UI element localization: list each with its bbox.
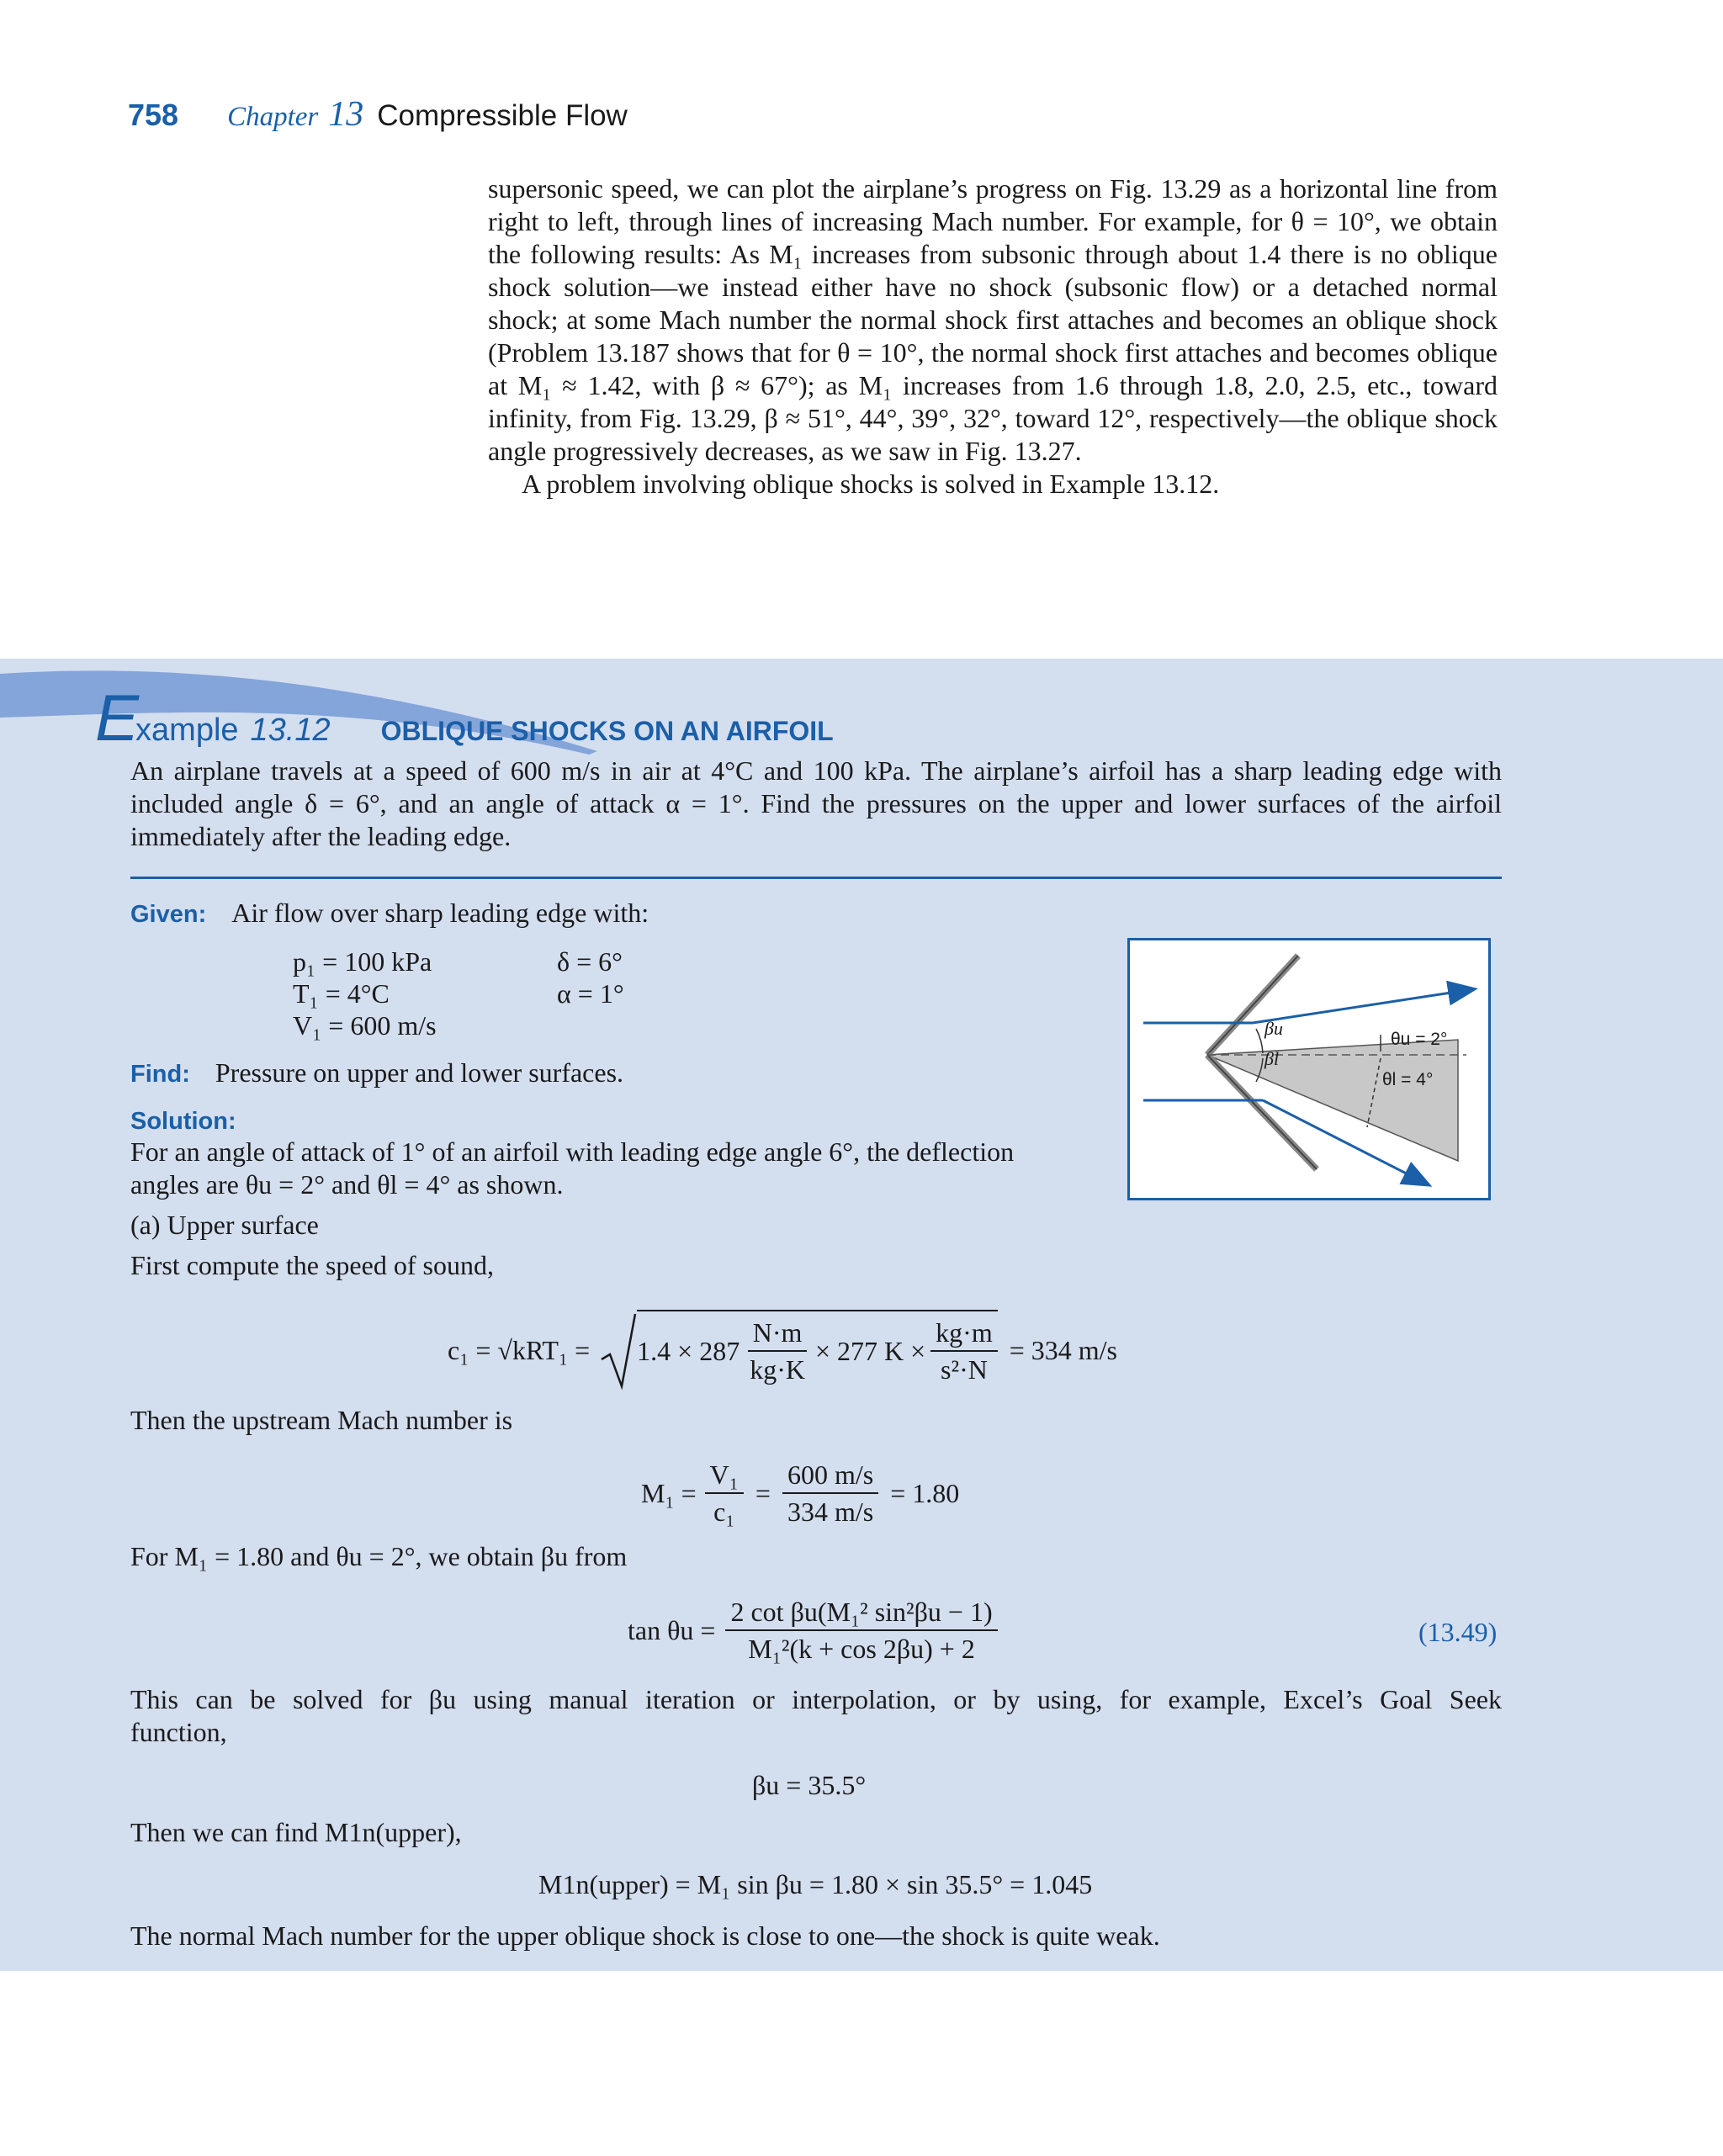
c1-prefix: 1.4 × 287 [637, 1335, 740, 1366]
example-statement: An airplane travels at a speed of 600 m/s in air at 4°C and 100 kPa. The airplane’s airfoil has a sharp leading edge with included angle δ = 6°, and an angle of attack α = 1°. Find the pressures on the upper and lower surfaces of the airfoil immediately after the leading edge. [130, 755, 1502, 851]
solution-label: Solution: [130, 1108, 236, 1135]
given-left: T₁ = 4°C [293, 978, 390, 1009]
airfoil-diagram [1130, 940, 1488, 1198]
airfoil-shock-figure [1127, 938, 1491, 1200]
chapter-word: Chapter [227, 102, 319, 132]
solution-text-2: angles are θu = 2° and θl = 4° as shown. [130, 1169, 564, 1200]
c1-lhs: c₁ = √kRT₁ = [448, 1334, 591, 1365]
beta-result: βu = 35.5° [752, 1770, 867, 1800]
radicand [637, 1310, 998, 1385]
oblique-shock-equation [628, 1592, 998, 1668]
given-row [293, 1009, 624, 1041]
m1-result: = 1.80 [890, 1477, 960, 1508]
chapter-title: Compressible Flow [377, 99, 628, 132]
find-text: Pressure on upper and lower surfaces. [215, 1057, 624, 1088]
given-right: α = 1° [557, 978, 624, 1009]
m1-fraction-1: $\frac{\text{V₁}}{\text{c₁}}$ [705, 1459, 744, 1528]
solve-text-1: This can be solved for βu using manual iteration or interpolation, or by using, for example, Excel’s Goal Seek [130, 1684, 1502, 1714]
given-left: V₁ = 600 m/s [293, 1010, 437, 1041]
given-row [293, 977, 624, 1009]
radical-sign [600, 1311, 637, 1390]
tan-lhs: tan θu = [628, 1614, 716, 1645]
given-right: δ = 6° [557, 946, 623, 977]
page-number: 758 [128, 98, 179, 132]
beta-text: For M₁ = 1.80 and θu = 2°, we obtain βu from [130, 1541, 628, 1571]
unit-fraction-1: $\frac{N\cdot m}{kg\cdot K}$ [745, 1316, 810, 1385]
tan-fraction: $\frac{\text{2 cot βu(M₁² sin²βu − 1)}}{\text{M₁²(k + cos 2βu) + 2}}$ [725, 1596, 997, 1665]
given-text: Air flow over sharp leading edge with: [231, 898, 649, 928]
m1-equals: = [755, 1477, 771, 1508]
given-left: p₁ = 100 kPa [293, 946, 432, 977]
theta-u-label: θu = 2° [1391, 1030, 1448, 1049]
part-a-heading: (a) Upper surface [130, 1210, 319, 1240]
c1-result: = 334 m/s [1009, 1334, 1117, 1365]
given-values [293, 946, 624, 1041]
find-line [130, 1057, 623, 1091]
speed-of-sound-text: First compute the speed of sound, [130, 1250, 494, 1280]
given-row [293, 946, 624, 977]
example-number: 13.12 [250, 712, 331, 748]
mn-text: Then we can find M1n(upper), [130, 1817, 462, 1847]
find-label: Find: [130, 1061, 190, 1088]
solution-line [130, 1104, 236, 1138]
m1-lhs: M₁ = [641, 1477, 697, 1508]
unit-fraction-2: $\frac{kg\cdot m}{\text{s²·N}}$ [930, 1316, 998, 1385]
intro-paragraph-2: A problem involving oblique shocks is solved in Example 13.12. [522, 469, 1220, 499]
beta-u-label: βu [1264, 1018, 1283, 1039]
intro-text [488, 172, 1498, 501]
c1-mid: × 277 K × [814, 1335, 926, 1366]
given-label: Given: [130, 901, 207, 928]
mach-text: Then the upstream Mach number is [130, 1405, 513, 1435]
example-divider [130, 877, 1502, 879]
beta-l-label: βl [1264, 1048, 1280, 1069]
example-title [95, 680, 834, 755]
example-letter: E [95, 681, 140, 755]
theta-l-label: θl = 4° [1382, 1070, 1434, 1089]
mach-equation [641, 1455, 959, 1531]
example-word: xample [135, 712, 239, 748]
solve-text-2: function, [130, 1717, 227, 1747]
chapter-number: 13 [328, 95, 364, 134]
intro-paragraph-1: supersonic speed, we can plot the airplane’s progress on Fig. 13.29 as a horizontal line from right to left, through lines of increasing Mach number. For example, for θ = 10°, we obtain the following results: As M₁ increases from subsonic through about 1.4 there is no oblique shock solution—we instead either have no shock (subsonic flow) or a detached normal shock; at some Mach number the normal shock first attaches and becomes an oblique shock (Problem 13.187 shows that for θ = 10°, the normal shock first attaches and becomes oblique at M₁ ≈ 1.42, with β ≈ 67°); as M₁ increases from 1.6 through 1.8, 2.0, 2.5, etc., toward infinity, from Fig. 13.29, β ≈ 51°, 44°, 39°, 32°, toward 12°, respectively—the oblique shock angle progressively decreases, as we saw in Fig. 13.27. [488, 173, 1498, 466]
speed-of-sound-equation [448, 1312, 1117, 1388]
example-heading: OBLIQUE SHOCKS ON AN AIRFOIL [380, 716, 834, 746]
m1-fraction-2: $\frac{600 m/s}{334 m/s}$ [782, 1459, 878, 1528]
equation-number: (13.49) [1418, 1617, 1498, 1647]
solution-text-1: For an angle of attack of 1° of an airfoil with leading edge angle 6°, the deflection [130, 1136, 1015, 1167]
upper-deflected-flow [1253, 989, 1473, 1023]
conclusion-text: The normal Mach number for the upper oblique shock is close to one—the shock is quite weak. [130, 1920, 1160, 1951]
page-header [128, 94, 628, 136]
mn-result: M1n(upper) = M₁ sin βu = 1.80 × sin 35.5° = 1.045 [538, 1869, 1093, 1899]
given-line [130, 897, 649, 931]
